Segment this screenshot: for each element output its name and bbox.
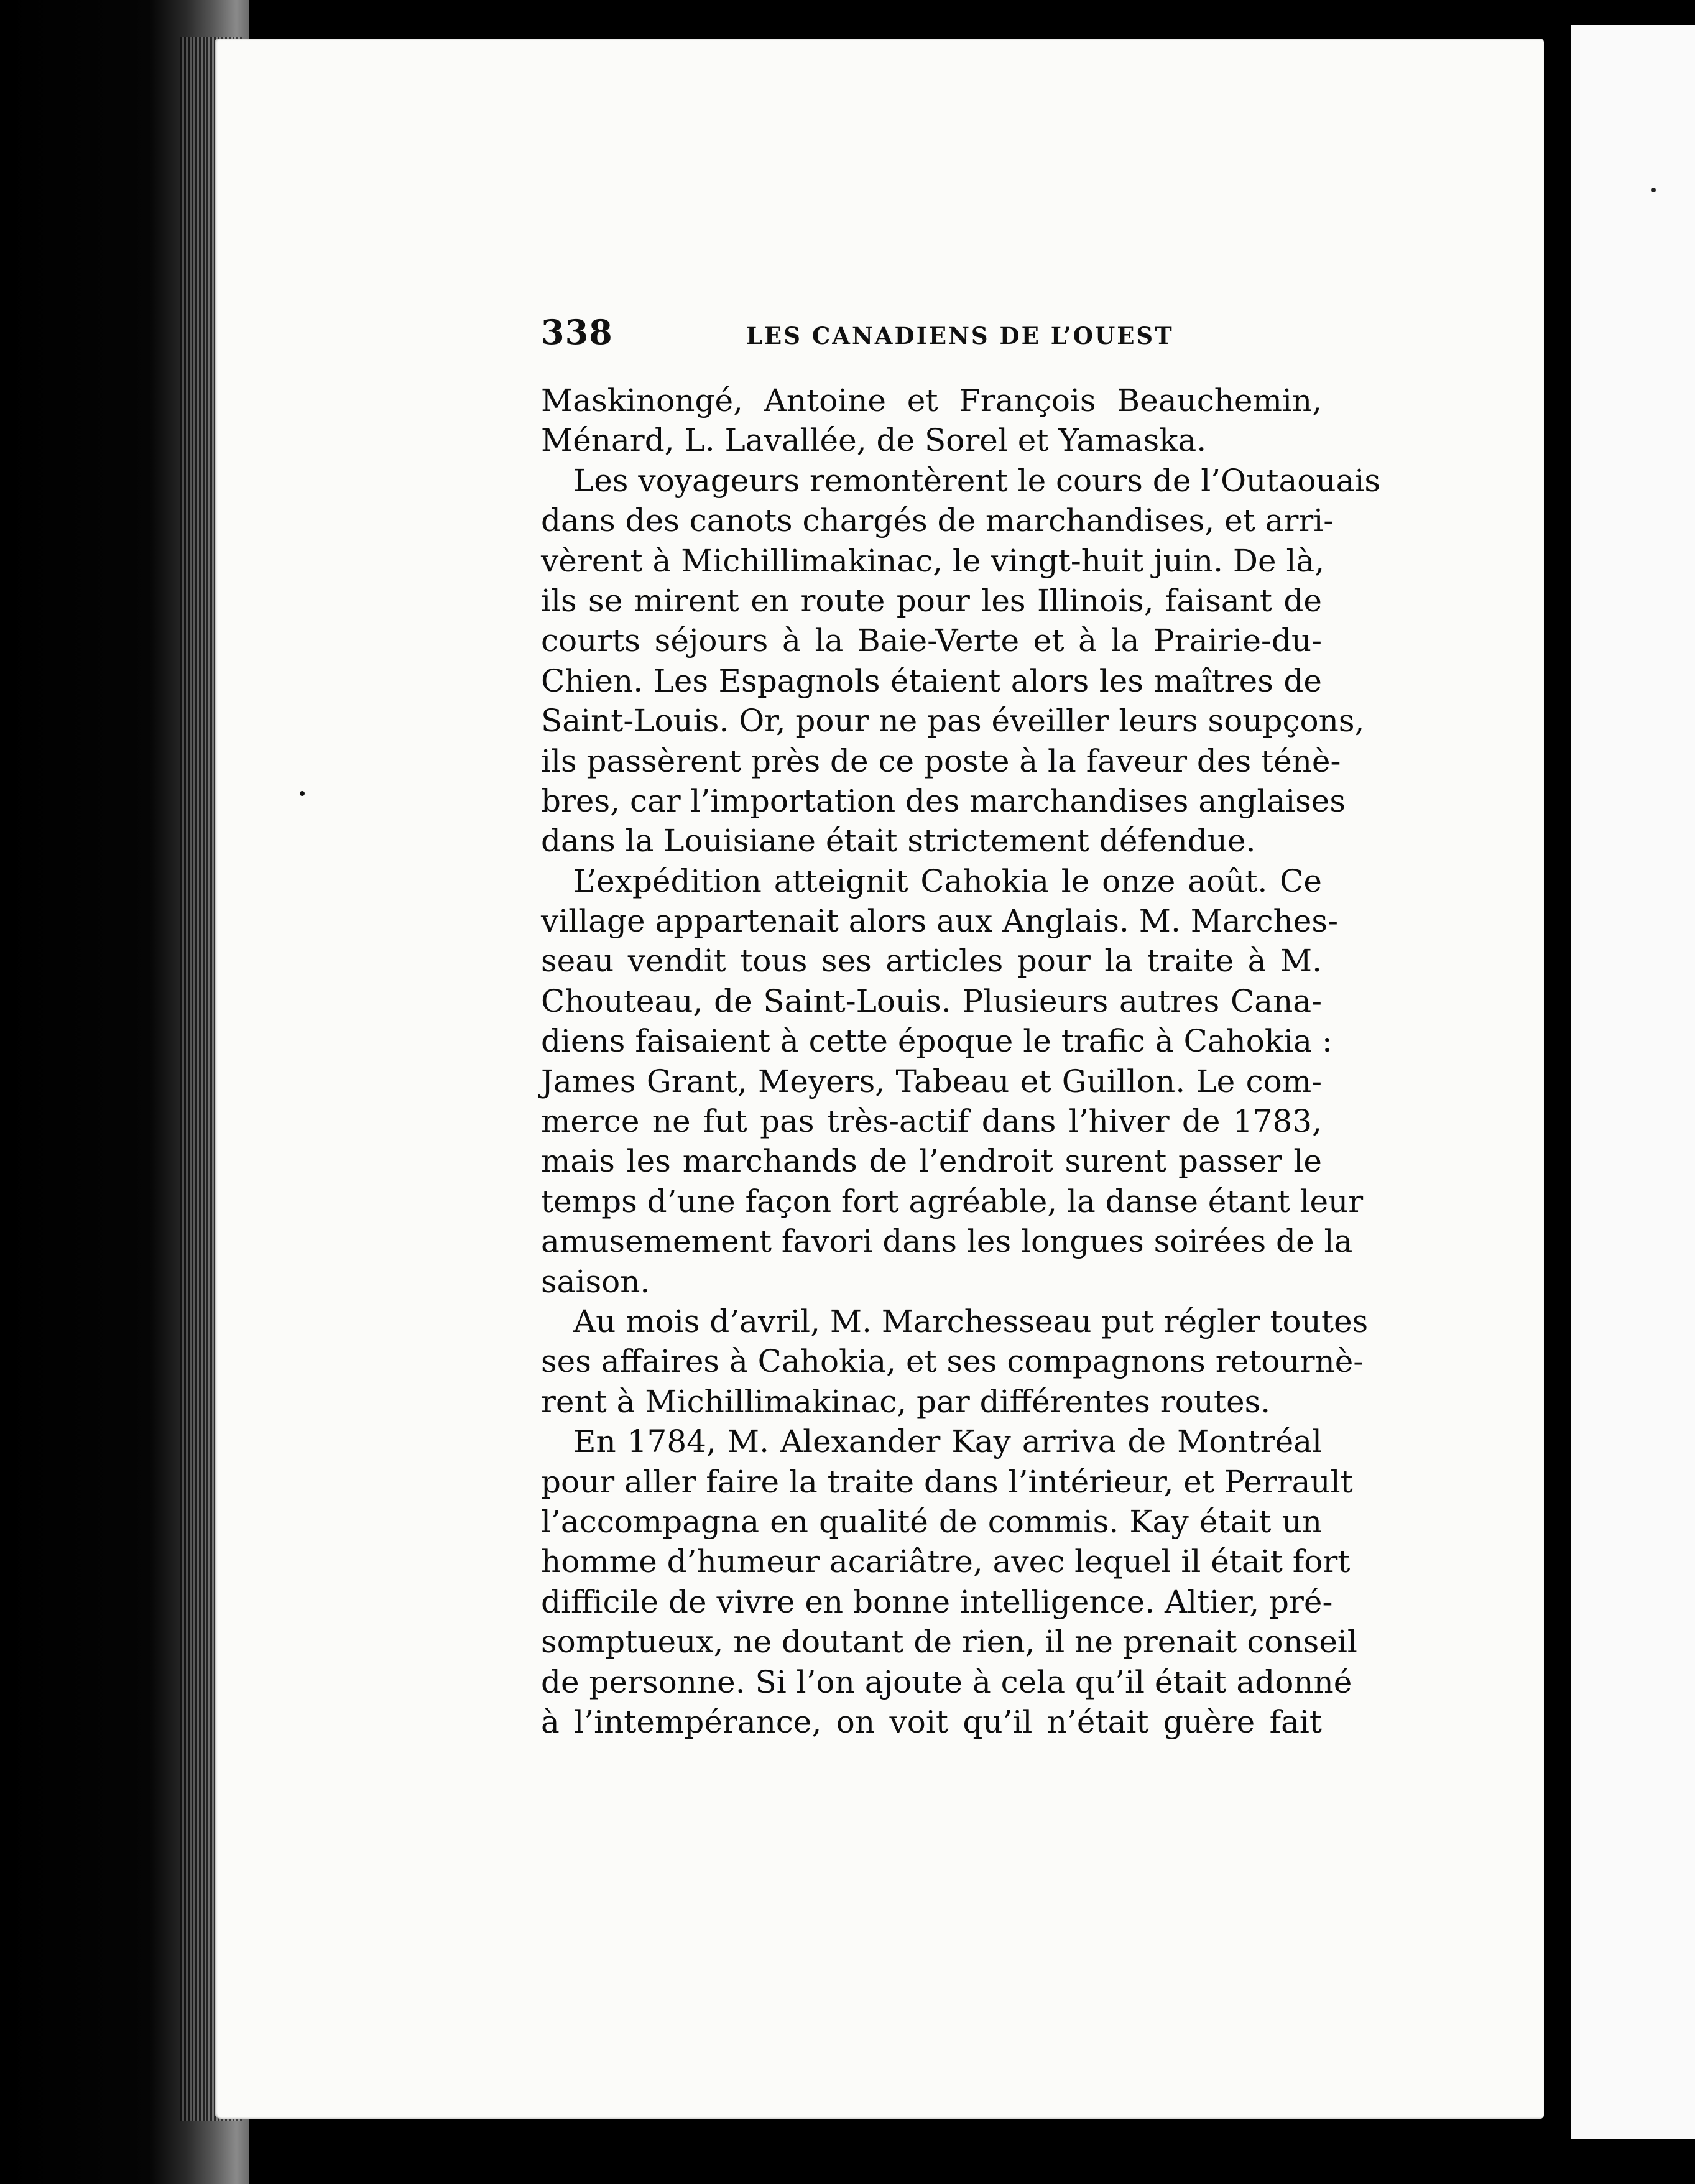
body-text (541, 381, 1381, 1742)
scan-speck (1651, 188, 1656, 192)
page-number: 338 (541, 312, 613, 352)
text-line: rent à Michillimakinac, par différentes routes. (541, 1383, 1271, 1420)
running-head (541, 312, 1174, 362)
text-line: ils passèrent près de ce poste à la faveur des ténè- (541, 743, 1341, 779)
text-line: dans la Louisiane était strictement défendue. (541, 823, 1256, 859)
text-line: difficile de vivre en bonne intelligence. Altier, pré- (541, 1583, 1333, 1620)
text-line: merce ne fut pas très-actif dans l’hiver de 1783, (541, 1103, 1322, 1140)
text-line: dans des canots chargés de marchandises, et arri- (541, 502, 1334, 539)
text-line: Chouteau, de Saint-Louis. Plusieurs autres Cana- (541, 983, 1322, 1019)
text-line: homme d’humeur acariâtre, avec lequel il était fort (541, 1543, 1351, 1580)
text-line: En 1784, M. Alexander Kay arriva de Montréal (573, 1423, 1322, 1460)
text-line: courts séjours à la Baie-Verte et à la Prairie-du- (541, 622, 1322, 659)
text-line: Chien. Les Espagnols étaient alors les maîtres de (541, 662, 1322, 699)
text-line: ses affaires à Cahokia, et ses compagnons retournè- (541, 1343, 1364, 1380)
text-line: Saint-Louis. Or, pour ne pas éveiller leurs soupçons, (541, 703, 1365, 739)
text-line: temps d’une façon fort agréable, la danse étant leur (541, 1183, 1364, 1219)
text-line: village appartenait alors aux Anglais. M. Marches- (541, 903, 1338, 940)
text-line: Ménard, L. Lavallée, de Sorel et Yamaska. (541, 422, 1207, 459)
text-line: saison. (541, 1263, 650, 1300)
scan-speck (300, 791, 305, 796)
facing-page-edge (1567, 25, 1695, 2139)
text-line: James Grant, Meyers, Tabeau et Guillon. Le com- (541, 1063, 1322, 1099)
text-line: somptueux, ne doutant de rien, il ne prenait conseil (541, 1624, 1357, 1660)
text-line: Les voyageurs remontèrent le cours de l’Outaouais (573, 462, 1381, 499)
text-line: mais les marchands de l’endroit surent passer le (541, 1143, 1322, 1180)
text-line: amusemement favori dans les longues soirées de la (541, 1223, 1353, 1260)
text-line: vèrent à Michillimakinac, le vingt-huit juin. De là, (541, 542, 1325, 579)
text-line: ils se mirent en route pour les Illinois, faisant de (541, 582, 1322, 619)
text-line: L’expédition atteignit Cahokia le onze août. Ce (573, 863, 1322, 899)
running-title: LES CANADIENS DE L’OUEST (746, 322, 1174, 349)
text-line: de personne. Si l’on ajoute à cela qu’il était adonné (541, 1663, 1352, 1700)
text-line: Maskinongé, Antoine et François Beauchemin, (541, 382, 1322, 419)
text-line: pour aller faire la traite dans l’intérieur, et Perrault (541, 1463, 1353, 1500)
text-line: diens faisaient à cette époque le trafic à Cahokia : (541, 1023, 1332, 1060)
text-line: à l’intempérance, on voit qu’il n’était guère fait (541, 1703, 1322, 1740)
text-line: seau vendit tous ses articles pour la traite à M. (541, 943, 1322, 979)
text-line: bres, car l’importation des marchandises anglaises (541, 782, 1346, 819)
text-line: Au mois d’avril, M. Marchesseau put régler toutes (573, 1303, 1369, 1340)
text-line: l’accompagna en qualité de commis. Kay était un (541, 1503, 1322, 1540)
